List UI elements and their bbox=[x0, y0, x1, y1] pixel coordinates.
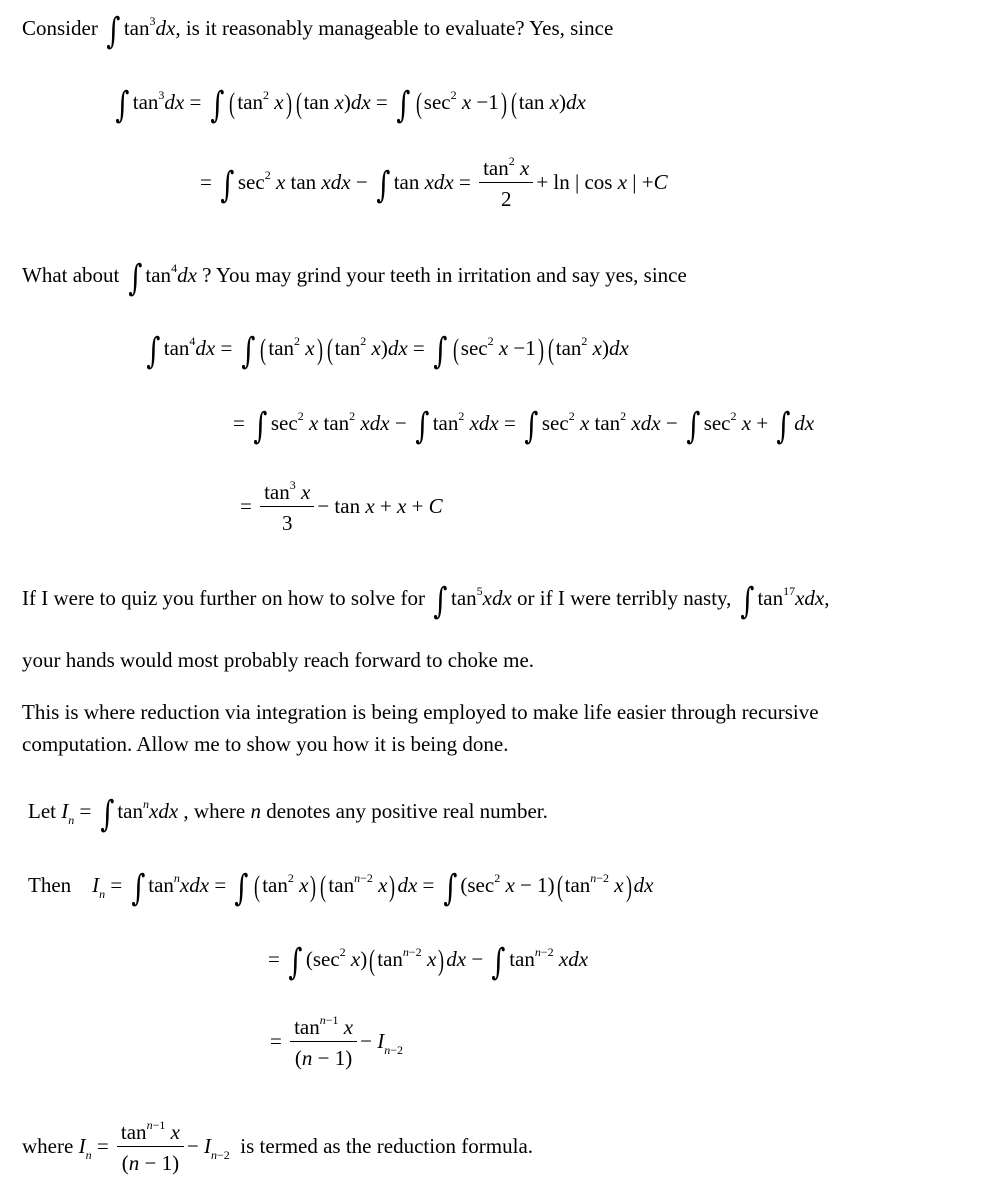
integral-sign: ∫ bbox=[396, 85, 411, 126]
integral-sign: ∫ bbox=[146, 331, 161, 372]
text: Consider bbox=[22, 16, 98, 40]
integral-sign: ∫ bbox=[686, 406, 701, 447]
equation-tan4-step3: = $\frac{\tan^3 x}{3}$ − tan x + x + C bbox=[240, 478, 443, 535]
equation-tan4-step2: = ∫ $\sec^2 x$ $\tan^2$ xdx − ∫ $\tan^2$ xdx = ∫ $\sec^2 x$ $\tan^2$ xdx − ∫ $\sec^2 x$ + ∫ dx bbox=[233, 406, 815, 447]
text: If I were to quiz you further on how to solve for bbox=[22, 586, 425, 610]
integral-sign: ∫ bbox=[433, 331, 448, 372]
text: , where bbox=[183, 799, 246, 823]
integral-sign: ∫ bbox=[288, 942, 303, 983]
integral-sign: ∫ bbox=[415, 406, 430, 447]
integral-sign: ∫ bbox=[115, 85, 130, 126]
integral-sign: ∫ bbox=[127, 258, 143, 299]
text: or if I were terribly nasty, bbox=[517, 586, 732, 610]
intro-tan4: What about ∫ $\tan^4dx$ ? You may grind your teeth in irritation and say yes, since bbox=[22, 258, 687, 299]
definition-In: Let $I_n$ = ∫ $\tan^nxdx$ , where n denotes any positive real number. bbox=[28, 794, 548, 835]
integral-sign: ∫ bbox=[130, 868, 145, 909]
fraction: $\frac{\tan^{n-1} x}{(n - 1)}$ bbox=[117, 1122, 184, 1174]
integral-sign: ∫ bbox=[253, 406, 268, 447]
integral-sign: ∫ bbox=[106, 11, 121, 52]
fraction: $\frac{\tan^{n-1} x}{(n - 1)}$ bbox=[290, 1017, 357, 1069]
intro-tan3: Consider ∫ $\tan^3dx$, is it reasonably manageable to evaluate? Yes, since bbox=[22, 11, 614, 52]
fraction: $\frac{\tan^3 x}{3}$ bbox=[260, 482, 314, 534]
text: is termed as the reduction formula. bbox=[240, 1133, 534, 1158]
integral-sign: ∫ bbox=[776, 406, 791, 447]
reduction-intro-2: computation. Allow me to show you how it is being done. bbox=[22, 732, 509, 756]
text: What about bbox=[22, 263, 120, 287]
integral-sign: ∫ bbox=[740, 581, 755, 622]
integral-sign: ∫ bbox=[524, 406, 539, 447]
integral-sign: ∫ bbox=[240, 331, 256, 372]
derivation-step3: = $\frac{\tan^{n-1} x}{(n - 1)}$ − $I_{n-2}$ bbox=[270, 1013, 403, 1070]
reduction-intro-1: This is where reduction via integration is being employed to make life easier through recursive bbox=[22, 700, 819, 724]
choke-text: your hands would most probably reach forward to choke me. bbox=[22, 648, 535, 672]
integral-sign: ∫ bbox=[220, 164, 235, 206]
integral-sign: ∫ bbox=[442, 868, 458, 909]
text: Then bbox=[28, 873, 72, 897]
integral-sign: ∫ bbox=[376, 164, 391, 206]
integral-sign: ∫ bbox=[234, 868, 249, 909]
text: , is it reasonably manageable to evaluate? Yes, since bbox=[175, 16, 614, 40]
derivation-step1: Then $I_n$ = ∫ $\tan^nxdx$ = ∫ ($\tan^2$ x) ($\tan^{n-2}$ x)dx = ∫ ($\sec^2$ $x - 1)(\tan^{n-2}$ x)dx bbox=[28, 868, 654, 909]
equation-tan3-step1: ∫ $\tan^3dx$ = ∫ ($\tan^2$ x) (tan x)dx = ∫ ($\sec^2$ x −1) (tan x)dx bbox=[115, 85, 586, 126]
text: denotes any positive real number. bbox=[266, 799, 548, 823]
equation-tan3-step2: = ∫ $\sec^2 x$ tan xdx − ∫ tan xdx = $\frac{\tan^2 x}{2}$ + ln | cos x | +C bbox=[200, 154, 668, 211]
integral-sign: ∫ bbox=[491, 942, 506, 983]
text: ? You may grind your teeth in irritation and say yes, since bbox=[202, 263, 687, 287]
fraction: $\frac{\tan^2 x}{2}$ bbox=[479, 158, 533, 210]
integral-sign: ∫ bbox=[209, 85, 225, 126]
integral-sign: ∫ bbox=[99, 794, 114, 835]
derivation-step2: = ∫ ($\sec^2$ $x)(\tan^{n-2}$ x)dx − ∫ $\tan^{n-2}$ xdx bbox=[268, 942, 589, 983]
integral-sign: ∫ bbox=[433, 581, 448, 622]
text: where bbox=[22, 1133, 74, 1158]
reduction-formula: where $I_n$ = $\frac{\tan^{n-1} x}{(n - 1)}$ − $I_{n-2}$ is termed as the reduction formula. bbox=[22, 1118, 534, 1175]
quiz-text: If I were to quiz you further on how to solve for ∫ $\tan^5xdx$ or if I were terribly nasty, ∫ $\tan^{17}xdx$, bbox=[22, 581, 830, 622]
equation-tan4-step1: ∫ $\tan^4dx$ = ∫ ($\tan^2$ x) ($\tan^2$ x)dx = ∫ ($\sec^2$ x −1) ($\tan^2$ x)dx bbox=[146, 331, 629, 372]
text: Let bbox=[28, 799, 56, 823]
